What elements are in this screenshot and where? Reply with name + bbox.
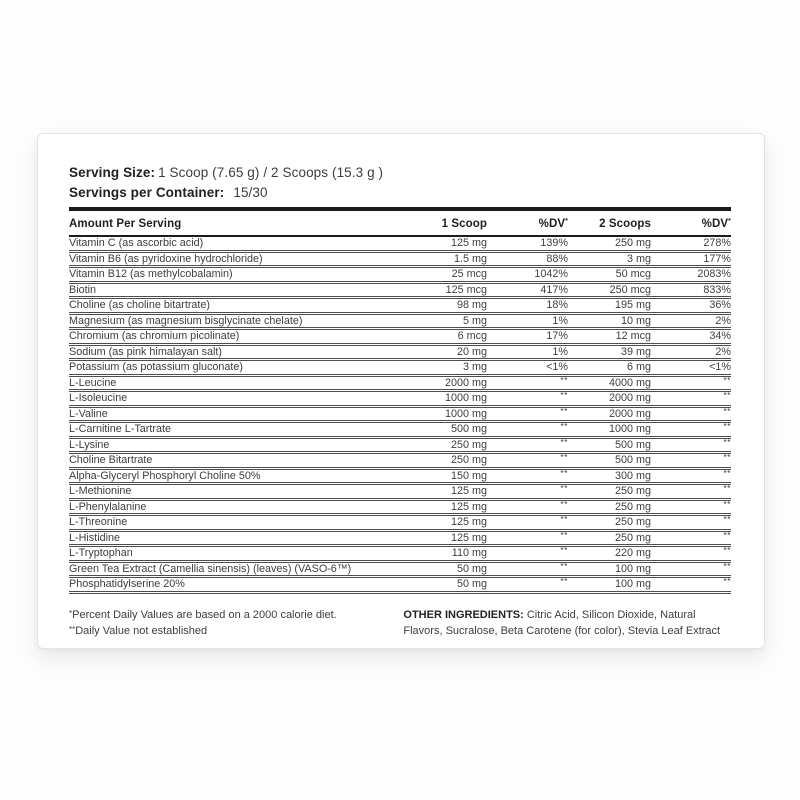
amount-2-scoops: 195 mg — [568, 298, 651, 314]
amount-1-scoop: 125 mg — [395, 515, 487, 531]
table-row — [69, 236, 731, 251]
table-row — [69, 577, 731, 593]
ingredient-name: Sodium (as pink himalayan salt) — [69, 344, 395, 360]
servings-per-container-label: Servings per Container: — [69, 184, 225, 200]
supplement-facts-card — [37, 133, 765, 649]
amount-1-scoop: 5 mg — [395, 313, 487, 329]
amount-1-scoop: 125 mg — [395, 236, 487, 251]
table-row — [69, 499, 731, 515]
ingredient-name: Vitamin B6 (as pyridoxine hydrochloride) — [69, 251, 395, 267]
dv-2-scoops: ** — [651, 546, 731, 562]
supplement-facts-table — [69, 211, 731, 594]
dv-2-scoops: 2% — [651, 344, 731, 360]
serving-size-value: 1 Scoop (7.65 g) / 2 Scoops (15.3 g ) — [158, 165, 384, 180]
dv-1-scoop: ** — [487, 468, 568, 484]
table-row — [69, 437, 731, 453]
amount-2-scoops: 250 mg — [568, 236, 651, 251]
ingredient-name: Potassium (as potassium gluconate) — [69, 360, 395, 376]
amount-1-scoop: 150 mg — [395, 468, 487, 484]
dv-1-scoop: 139% — [487, 236, 568, 251]
dv-2-scoops: ** — [651, 577, 731, 593]
amount-2-scoops: 2000 mg — [568, 406, 651, 422]
amount-2-scoops: 250 mg — [568, 499, 651, 515]
ingredient-name: L-Methionine — [69, 484, 395, 500]
table-row — [69, 282, 731, 298]
table-row — [69, 422, 731, 438]
other-ingredients — [403, 607, 731, 640]
amount-1-scoop: 25 mcg — [395, 267, 487, 283]
dv-1-scoop: 1042% — [487, 267, 568, 283]
dv-2-scoops: 833% — [651, 282, 731, 298]
header-amount-per-serving: Amount Per Serving — [69, 211, 395, 236]
table-row — [69, 391, 731, 407]
table-row — [69, 406, 731, 422]
dv-1-scoop: ** — [487, 530, 568, 546]
amount-1-scoop: 125 mcg — [395, 282, 487, 298]
table-header-row — [69, 211, 731, 236]
dv-1-scoop: ** — [487, 546, 568, 562]
table-row — [69, 251, 731, 267]
amount-1-scoop: 250 mg — [395, 453, 487, 469]
amount-2-scoops: 12 mcg — [568, 329, 651, 345]
dv-1-scoop: ** — [487, 561, 568, 577]
servings-per-container-value: 15/30 — [233, 184, 268, 200]
dv-2-scoops: ** — [651, 422, 731, 438]
dv-1-scoop: 1% — [487, 344, 568, 360]
dv-2-scoops: ** — [651, 391, 731, 407]
header-1-scoop: 1 Scoop — [395, 211, 487, 236]
amount-1-scoop: 50 mg — [395, 577, 487, 593]
amount-1-scoop: 125 mg — [395, 499, 487, 515]
amount-1-scoop: 125 mg — [395, 530, 487, 546]
dv-2-scoops: 278% — [651, 236, 731, 251]
ingredient-name: L-Histidine — [69, 530, 395, 546]
footer-section — [69, 607, 731, 640]
amount-2-scoops: 250 mg — [568, 530, 651, 546]
amount-1-scoop: 250 mg — [395, 437, 487, 453]
table-row — [69, 468, 731, 484]
dv-1-scoop: ** — [487, 375, 568, 391]
amount-2-scoops: 3 mg — [568, 251, 651, 267]
dv-2-scoops: 177% — [651, 251, 731, 267]
ingredient-name: Magnesium (as magnesium bisglycinate chelate) — [69, 313, 395, 329]
amount-2-scoops: 1000 mg — [568, 422, 651, 438]
dv-2-scoops: 36% — [651, 298, 731, 314]
amount-2-scoops: 220 mg — [568, 546, 651, 562]
dv-2-scoops: ** — [651, 561, 731, 577]
dv-1-scoop: ** — [487, 484, 568, 500]
table-row — [69, 329, 731, 345]
serving-size-line — [69, 163, 731, 183]
dv-2-scoops: ** — [651, 530, 731, 546]
dv-1-scoop: 88% — [487, 251, 568, 267]
ingredient-name: Vitamin B12 (as methylcobalamin) — [69, 267, 395, 283]
header-2-scoops: 2 Scoops — [568, 211, 651, 236]
amount-2-scoops: 100 mg — [568, 561, 651, 577]
dv-1-scoop: 1% — [487, 313, 568, 329]
ingredient-name: L-Valine — [69, 406, 395, 422]
dv-2-scoops: 2083% — [651, 267, 731, 283]
dv-1-scoop: ** — [487, 422, 568, 438]
amount-1-scoop: 20 mg — [395, 344, 487, 360]
ingredient-name: Phosphatidylserine 20% — [69, 577, 395, 593]
amount-2-scoops: 300 mg — [568, 468, 651, 484]
header-dv-1: %DV* — [487, 211, 568, 236]
dv-2-scoops: ** — [651, 406, 731, 422]
amount-2-scoops: 500 mg — [568, 437, 651, 453]
dv-2-scoops: 2% — [651, 313, 731, 329]
ingredient-name: L-Phenylalanine — [69, 499, 395, 515]
dv-1-scoop: ** — [487, 453, 568, 469]
amount-2-scoops: 4000 mg — [568, 375, 651, 391]
table-row — [69, 344, 731, 360]
amount-1-scoop: 110 mg — [395, 546, 487, 562]
serving-size-label: Serving Size: — [69, 165, 156, 180]
ingredient-name: Vitamin C (as ascorbic acid) — [69, 236, 395, 251]
amount-1-scoop: 1.5 mg — [395, 251, 487, 267]
amount-1-scoop: 6 mcg — [395, 329, 487, 345]
ingredient-name: Choline Bitartrate — [69, 453, 395, 469]
amount-1-scoop: 2000 mg — [395, 375, 487, 391]
servings-per-container-line — [69, 183, 731, 203]
ingredient-name: L-Lysine — [69, 437, 395, 453]
amount-2-scoops: 10 mg — [568, 313, 651, 329]
amount-1-scoop: 1000 mg — [395, 391, 487, 407]
dv-2-scoops: ** — [651, 437, 731, 453]
ingredient-name: Chromium (as chromium picolinate) — [69, 329, 395, 345]
dv-1-scoop: <1% — [487, 360, 568, 376]
dv-2-scoops: ** — [651, 484, 731, 500]
dv-1-scoop: ** — [487, 437, 568, 453]
footnote-percent-daily-values: *Percent Daily Values are based on a 2000 calorie diet. — [69, 608, 337, 621]
ingredient-name: L-Isoleucine — [69, 391, 395, 407]
dv-1-scoop: 17% — [487, 329, 568, 345]
dv-1-scoop: ** — [487, 406, 568, 422]
amount-1-scoop: 1000 mg — [395, 406, 487, 422]
other-ingredients-text: Citric Acid, Silicon Dioxide, Natural Flavors, Sucralose, Beta Carotene (for color), Stevia Leaf Extract — [403, 608, 721, 637]
table-row — [69, 298, 731, 314]
dv-2-scoops: 34% — [651, 329, 731, 345]
ingredient-name: L-Tryptophan — [69, 546, 395, 562]
table-row — [69, 313, 731, 329]
amount-1-scoop: 500 mg — [395, 422, 487, 438]
daily-value-footnotes — [69, 607, 403, 640]
dv-1-scoop: 417% — [487, 282, 568, 298]
table-row — [69, 561, 731, 577]
dv-2-scoops: ** — [651, 453, 731, 469]
table-row — [69, 546, 731, 562]
amount-1-scoop: 125 mg — [395, 484, 487, 500]
table-body — [69, 236, 731, 592]
other-ingredients-label: OTHER INGREDIENTS: — [403, 608, 524, 621]
amount-2-scoops: 500 mg — [568, 453, 651, 469]
dv-2-scoops: <1% — [651, 360, 731, 376]
ingredient-name: L-Threonine — [69, 515, 395, 531]
table-row — [69, 530, 731, 546]
ingredient-name: L-Leucine — [69, 375, 395, 391]
table-row — [69, 515, 731, 531]
dv-1-scoop: 18% — [487, 298, 568, 314]
dv-1-scoop: ** — [487, 577, 568, 593]
dv-2-scoops: ** — [651, 499, 731, 515]
dv-2-scoops: ** — [651, 515, 731, 531]
table-row — [69, 375, 731, 391]
amount-2-scoops: 2000 mg — [568, 391, 651, 407]
ingredient-name: Alpha-Glyceryl Phosphoryl Choline 50% — [69, 468, 395, 484]
amount-2-scoops: 6 mg — [568, 360, 651, 376]
ingredient-name: L-Carnitine L-Tartrate — [69, 422, 395, 438]
ingredient-name: Choline (as choline bitartrate) — [69, 298, 395, 314]
table-row — [69, 267, 731, 283]
amount-1-scoop: 50 mg — [395, 561, 487, 577]
header-dv-2: %DV* — [651, 211, 731, 236]
amount-2-scoops: 100 mg — [568, 577, 651, 593]
dv-1-scoop: ** — [487, 391, 568, 407]
amount-1-scoop: 98 mg — [395, 298, 487, 314]
amount-2-scoops: 250 mg — [568, 515, 651, 531]
ingredient-name: Green Tea Extract (Camellia sinensis) (leaves) (VASO-6™) — [69, 561, 395, 577]
dv-2-scoops: ** — [651, 375, 731, 391]
amount-2-scoops: 50 mcg — [568, 267, 651, 283]
amount-1-scoop: 3 mg — [395, 360, 487, 376]
footnote-dv-not-established: **Daily Value not established — [69, 625, 208, 637]
dv-2-scoops: ** — [651, 468, 731, 484]
table-row — [69, 360, 731, 376]
amount-2-scoops: 250 mg — [568, 484, 651, 500]
amount-2-scoops: 250 mcg — [568, 282, 651, 298]
ingredient-name: Biotin — [69, 282, 395, 298]
table-row — [69, 484, 731, 500]
amount-2-scoops: 39 mg — [568, 344, 651, 360]
dv-1-scoop: ** — [487, 515, 568, 531]
table-row — [69, 453, 731, 469]
dv-1-scoop: ** — [487, 499, 568, 515]
